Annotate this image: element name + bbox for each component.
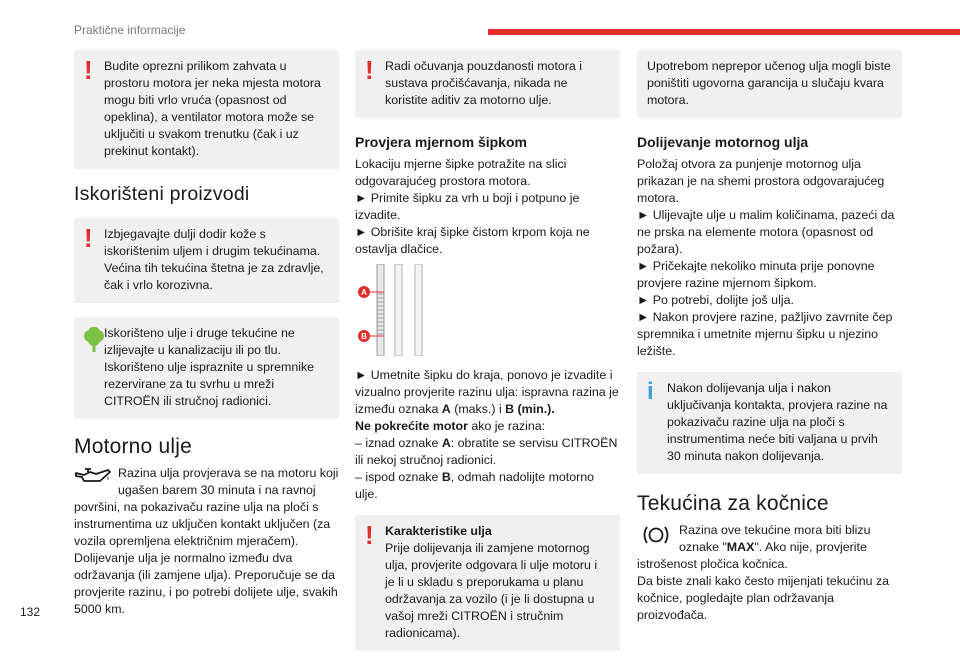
- warning-icon: !: [365, 520, 374, 550]
- dipstick-p3: ► Obrišite kraj šipke čistom krpom koja ne ostavlja dlačice.: [355, 225, 590, 256]
- warning-box-oil-characteristics: [355, 515, 620, 651]
- header-accent-bar: [488, 29, 960, 35]
- warning-text: Izbjegavajte dulji dodir kože s iskorištenim uljem i drugim tekućinama. Većina tih tekućina štetna je za zdravlje, čak i vrlo korozivna.: [104, 227, 324, 292]
- dipstick-p6: – iznad oznake A: obratite se servisu CITROËN ili nekoj stručnoj radionici.: [355, 436, 618, 467]
- brake-warning-icon: [641, 524, 671, 546]
- warning-box-additive: [355, 50, 620, 118]
- warning-text: Prije dolijevanja ili zamjene motornog ulja, provjerite odgovara li ulje motoru i je li u skladu s preporukama u planu održavanja za vozilo (i je li dostupna u vašoj mreži CITROËN i stručnim radionicama).: [385, 541, 598, 640]
- topup-p2: ► Ulijevajte ulje u malim količinama, pazeći da ne prska na elemente motora (opasnost od požara).: [637, 208, 895, 256]
- page-number: 132: [20, 605, 41, 619]
- dipstick-illustration: [355, 264, 620, 361]
- column-3: [637, 50, 902, 624]
- column-2: [355, 50, 620, 665]
- marker-b-label: B: [361, 332, 367, 341]
- column-1: [74, 50, 339, 618]
- oil-text: Razina ulja provjerava se na motoru koji ugašen barem 30 minuta i na ravnoj površini, na pokazivaču razine ulja na ploči s instrumentima uz uključen kontakt uključen (za vozila opremljena električnim mjeračem). Dolijevanje ulja je normalno između dva održavanja (ili zamjene ulja). Preporučuje se da provjerite razinu, i po potrebi dolijete ulje, svakih 5000 km.: [74, 466, 339, 616]
- section-title: Praktične informacije: [74, 23, 186, 37]
- heading-oil-top-up: Dolijevanje motornog ulja: [637, 134, 809, 150]
- oil-can-icon: [74, 467, 112, 487]
- info-box: [637, 372, 902, 474]
- warning-icon: !: [365, 55, 374, 85]
- heading-engine-oil: Motorno ulje: [74, 435, 192, 458]
- heading-dipstick-check: Provjera mjernom šipkom: [355, 134, 527, 150]
- dipstick-p2: ► Primite šipku za vrh u boji i potpuno je izvadite.: [355, 191, 580, 222]
- topup-p5: ► Nakon provjere razine, pažljivo zavrnite čep spremnika i umetnite mjernu šipku u njezino ležište.: [637, 310, 893, 358]
- brake-text: Razina ove tekućine mora biti blizu oznake "MAX". Ako nije, provjerite istrošenost pločica kočnica.: [637, 523, 871, 571]
- dipstick-p5: Ne pokrećite motor ako je razina:: [355, 419, 546, 433]
- warning-box-hot-engine: [74, 50, 339, 169]
- topup-p1: Položaj otvora za punjenje motornog ulja prikazan je na shemi prostora odgovarajućeg motora.: [637, 157, 885, 205]
- dipstick-p4: ► Umetnite šipku do kraja, ponovo je izvadite i vizualno provjerite razinu ulja: ispravna razina je između oznaka A (maks.) i B (min.).: [355, 368, 619, 416]
- eco-tree-icon: [82, 327, 106, 358]
- warning-icon: !: [84, 55, 93, 85]
- eco-box: [74, 317, 339, 419]
- dipstick-p1: Lokaciju mjerne šipke potražite na slici odgovarajućeg prostora motora.: [355, 157, 567, 188]
- marker-a-label: A: [361, 288, 367, 297]
- info-icon: i: [647, 378, 654, 405]
- warning-text: Budite oprezni prilikom zahvata u prostoru motora jer neka mjesta motora mogu biti vrlo vruća (opasnost od opeklina), a ventilator motora može se uključiti u svakom trenutku (čak i uz prekinut kontakt).: [104, 59, 321, 158]
- topup-p3: ► Pričekajte nekoliko minuta prije ponovne provjere razine mjernom šipkom.: [637, 259, 875, 290]
- info-text: Nakon dolijevanja ulja i nakon uključivanja kontakta, provjera razine na pokazivaču razine ulja na ploči s instrumentima neće biti valjana u prvih 30 minuta nakon dolijevanja.: [667, 381, 888, 463]
- warning-text: Radi očuvanja pouzdanosti motora i sustava pročišćavanja, nikada ne koristite aditiv za motorno ulje.: [385, 59, 582, 107]
- topup-p4: ► Po potrebi, dolijte još ulja.: [637, 293, 794, 307]
- eco-text: Iskorišteno ulje i druge tekućine ne izlijevajte u kanalizaciju ili po tlu. Iskorišteno ulje ispraznite u spremnike rezervirane za tu svrhu u mreži CITROËN ili stručnoj radionici.: [104, 326, 315, 408]
- dipstick-p7: – ispod oznake B, odmah nadolijte motorno ulje.: [355, 470, 595, 501]
- heading-used-products: Iskorišteni proizvodi: [74, 183, 250, 205]
- note-text: Upotrebom neprepor učenog ulja mogli biste poništiti ugovorna garancija u slučaju kvara motora.: [647, 59, 891, 107]
- brake-text-2: Da biste znali kako često mijenjati tekućinu za kočnice, pogledajte plan održavanja proizvođača.: [637, 574, 890, 622]
- note-box-warranty: [637, 50, 902, 118]
- warning-box-skin-contact: [74, 218, 339, 303]
- oil-paragraph: [74, 465, 339, 618]
- warning-title: Karakteristike ulja: [385, 524, 492, 538]
- brake-paragraph: [637, 522, 902, 624]
- heading-brake-fluid: Tekućina za kočnice: [637, 492, 829, 515]
- warning-icon: !: [84, 223, 93, 253]
